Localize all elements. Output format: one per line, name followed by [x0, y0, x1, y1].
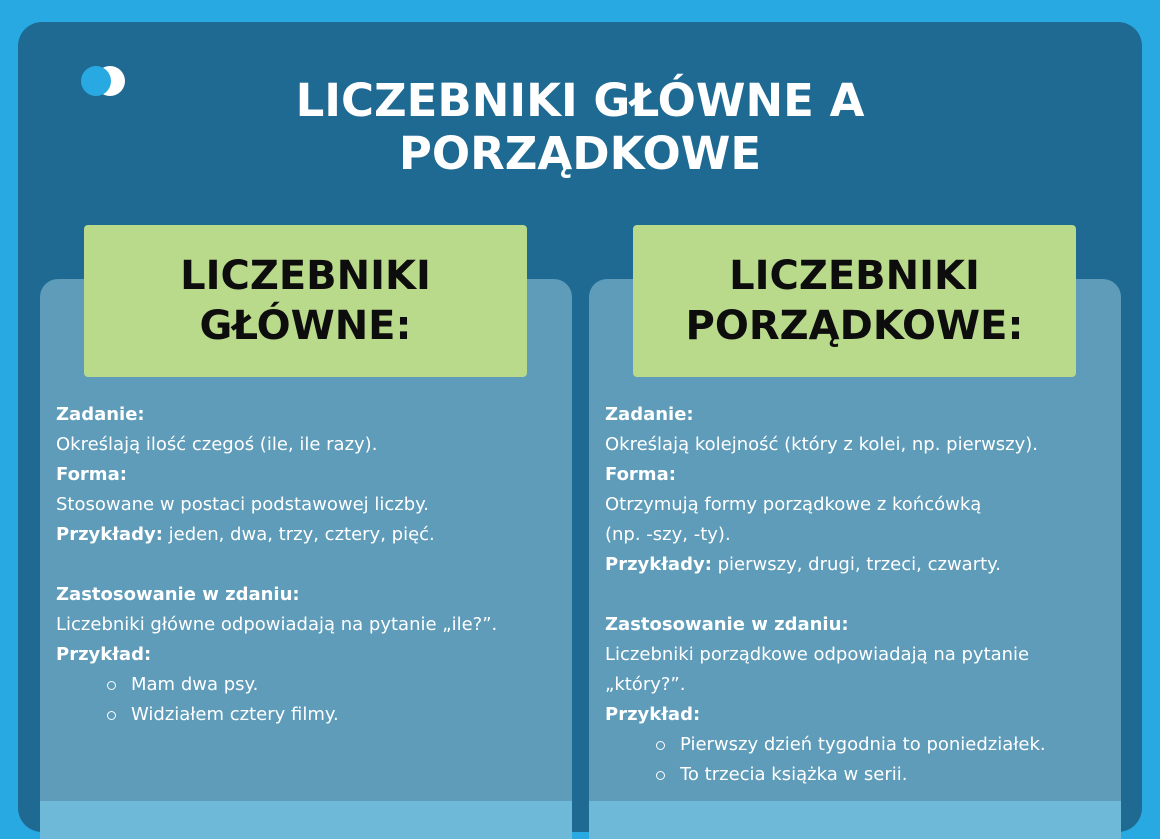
examples-line: [56, 520, 566, 550]
panel-bottom-strip: [589, 801, 1121, 839]
cardinal-heading-line-1: LICZEBNIKI: [180, 253, 431, 299]
cardinal-content: [56, 400, 566, 730]
examples-label: Przykłady:: [56, 524, 163, 545]
example-list: [56, 670, 566, 730]
title-line-2: PORZĄDKOWE: [398, 127, 762, 180]
form-text: Stosowane w postaci podstawowej liczby.: [56, 494, 429, 515]
cardinal-heading-line-2: GŁÓWNE:: [199, 303, 412, 349]
examples-label: Przykłady:: [605, 554, 712, 575]
panel-bottom-strip: [40, 801, 572, 839]
ordinal-content: [605, 400, 1115, 790]
example-label: Przykład:: [605, 704, 701, 725]
ordinal-heading-line-2: PORZĄDKOWE:: [685, 303, 1024, 349]
form-text-line-1: Otrzymują formy porządkowe z końcówką: [605, 494, 982, 515]
page-title: [0, 74, 1160, 180]
task-text: Określają ilość czegoś (ile, ile razy).: [56, 434, 378, 455]
list-item: Mam dwa psy.: [56, 670, 566, 700]
list-item: Pierwszy dzień tygodnia to poniedziałek.: [605, 730, 1115, 760]
examples-text: pierwszy, drugi, trzeci, czwarty.: [711, 554, 1001, 575]
usage-text-line-1: Liczebniki porządkowe odpowiadają na pytanie: [605, 644, 1030, 665]
task-label: Zadanie:: [605, 404, 694, 425]
list-item: Widziałem cztery filmy.: [56, 700, 566, 730]
spacer: [56, 550, 566, 580]
ordinal-heading-box: [633, 225, 1076, 377]
title-line-1: LICZEBNIKI GŁÓWNE A: [295, 74, 865, 127]
list-item: To trzecia książka w serii.: [605, 760, 1115, 790]
form-text-line-2: (np. -szy, -ty).: [605, 524, 731, 545]
form-label: Forma:: [56, 464, 127, 485]
task-text: Określają kolejność (który z kolei, np. pierwszy).: [605, 434, 1039, 455]
ordinal-heading-line-1: LICZEBNIKI: [729, 253, 980, 299]
usage-label: Zastosowanie w zdaniu:: [605, 614, 849, 635]
usage-text: Liczebniki główne odpowiadają na pytanie „ile?”.: [56, 614, 498, 635]
form-label: Forma:: [605, 464, 676, 485]
examples-text: jeden, dwa, trzy, cztery, pięć.: [162, 524, 435, 545]
spacer: [605, 580, 1115, 610]
usage-text-line-2: „który?”.: [605, 674, 686, 695]
cardinal-heading-box: [84, 225, 527, 377]
example-label: Przykład:: [56, 644, 152, 665]
examples-line: [605, 550, 1115, 580]
example-list: [605, 730, 1115, 790]
usage-label: Zastosowanie w zdaniu:: [56, 584, 300, 605]
task-label: Zadanie:: [56, 404, 145, 425]
